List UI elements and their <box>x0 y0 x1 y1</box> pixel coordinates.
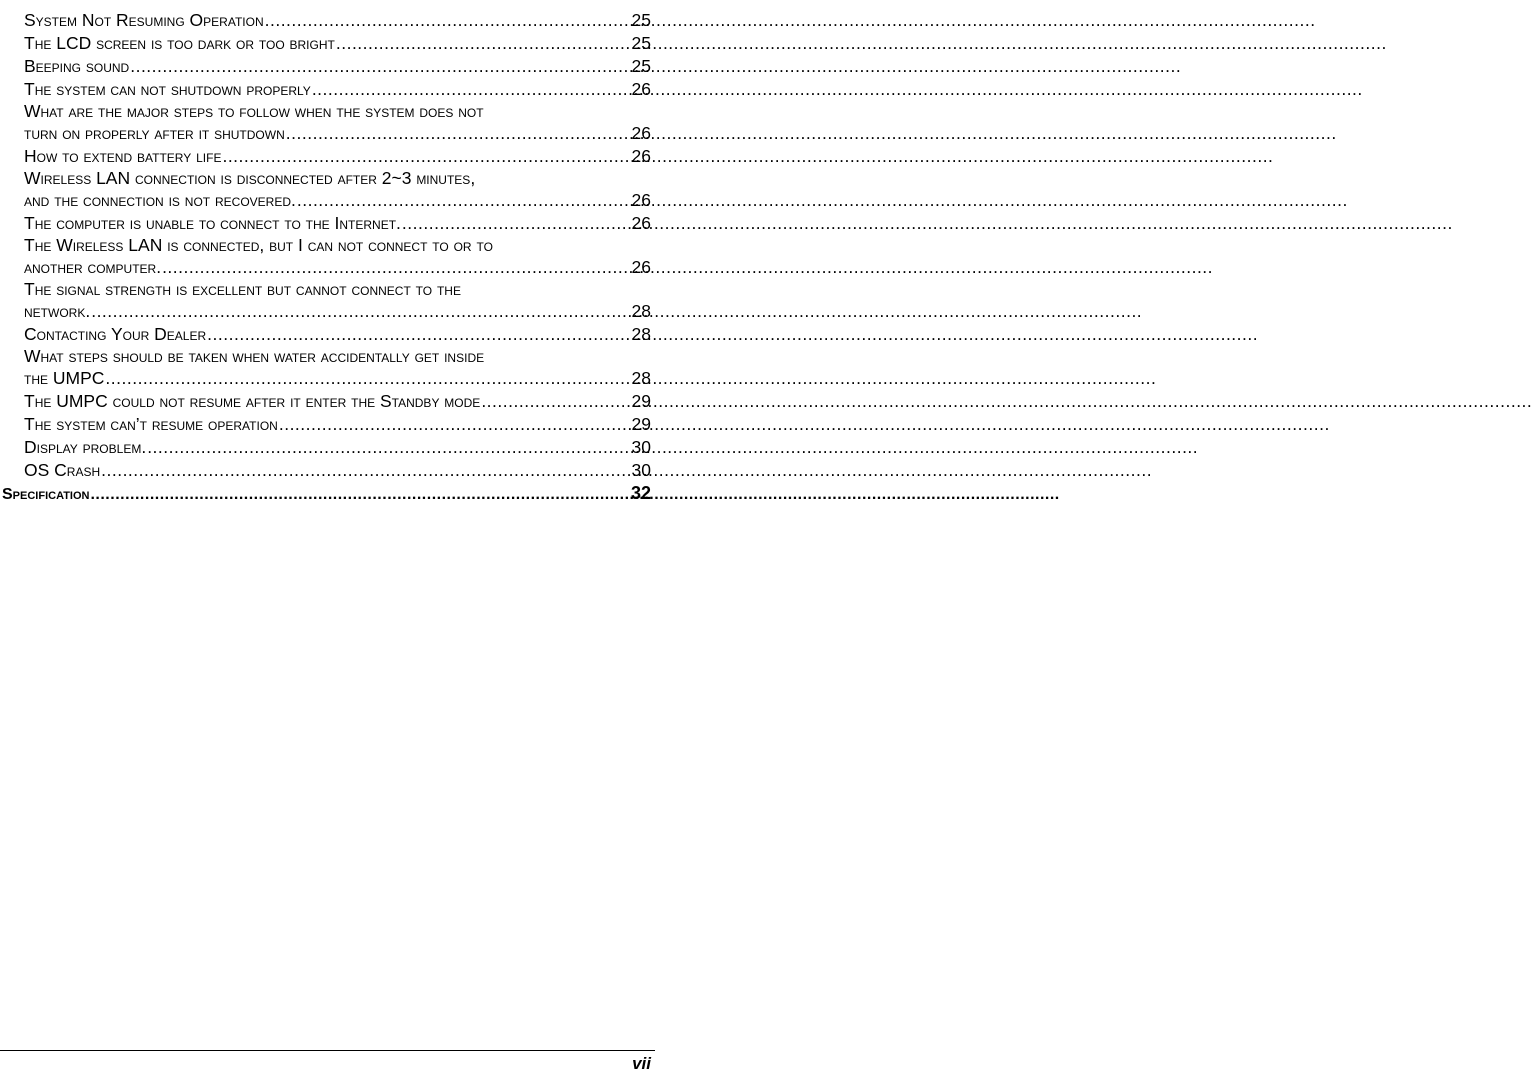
toc-entry[interactable] <box>0 212 655 235</box>
dot-leader <box>335 32 632 55</box>
toc-entry-page: 26 <box>631 123 651 143</box>
toc-entry-page: 30 <box>631 437 651 457</box>
toc-entry[interactable] <box>0 168 655 212</box>
toc-entry-page: 25 <box>631 33 651 53</box>
toc-entry-title: and the connection is not recovered. <box>24 190 296 210</box>
toc-entry-title: How to extend battery life <box>24 146 222 166</box>
toc-entry-page: 26 <box>631 257 651 277</box>
toc-entry[interactable] <box>0 32 655 55</box>
toc-entry[interactable] <box>0 413 655 436</box>
toc-entry[interactable] <box>0 9 655 32</box>
table-of-contents <box>0 9 655 505</box>
toc-entry[interactable] <box>0 279 655 323</box>
toc-entry[interactable] <box>0 235 655 279</box>
dot-leader <box>278 413 632 436</box>
toc-entry-page: 29 <box>631 391 651 411</box>
toc-entry-page: 32 <box>630 483 651 503</box>
toc-entry-title: OS Crash <box>24 460 101 480</box>
toc-entry-page: 25 <box>631 56 651 76</box>
page-footer <box>0 1050 655 1074</box>
toc-entry-page: 29 <box>631 414 651 434</box>
toc-entry-page: 26 <box>631 146 651 166</box>
toc-entry[interactable] <box>0 390 655 413</box>
toc-entry-title: What steps should be taken when water accidentally get inside <box>24 346 485 366</box>
dot-leader <box>480 390 631 413</box>
toc-entry-title: The system can not shutdown properly <box>24 79 311 99</box>
toc-entry-title: The LCD screen is too dark or too bright <box>24 33 335 53</box>
toc-entry-title: network. <box>24 301 91 321</box>
toc-entry-title: The system can’t resume operation <box>24 414 278 434</box>
dot-leader <box>90 300 631 323</box>
toc-entry-page: 25 <box>631 10 651 30</box>
toc-entry-page: 26 <box>631 79 651 99</box>
toc-entry-title: The Wireless LAN is connected, but I can not connect to or to <box>24 235 493 255</box>
dot-leader <box>89 483 631 506</box>
toc-entry-title: The computer is unable to connect to the Internet. <box>24 213 401 233</box>
dot-leader <box>285 122 632 145</box>
toc-entry-title: Display problem. <box>24 437 147 457</box>
dot-leader <box>401 212 632 235</box>
dot-leader <box>161 256 631 279</box>
toc-entry-title: System Not Resuming Operation <box>24 10 264 30</box>
toc-entry-title: Beeping sound <box>24 56 130 76</box>
dot-leader <box>100 459 631 482</box>
dot-leader <box>296 189 632 212</box>
toc-entry-page: 30 <box>631 460 651 480</box>
toc-entry[interactable] <box>0 482 655 505</box>
toc-entry[interactable] <box>0 145 655 168</box>
dot-leader <box>221 145 631 168</box>
toc-entry[interactable] <box>0 55 655 78</box>
dot-leader <box>264 9 632 32</box>
toc-entry-page: 28 <box>631 324 651 344</box>
dot-leader <box>206 323 631 346</box>
toc-entry-title: another computer. <box>24 257 162 277</box>
toc-entry-title: Contacting Your Dealer <box>24 324 207 344</box>
toc-entry-title: The UMPC could not resume after it enter the Standby mode <box>24 391 481 411</box>
toc-entry[interactable] <box>0 78 655 101</box>
toc-entry-title: What are the major steps to follow when the system does not <box>24 101 484 121</box>
toc-entry-title: Specification <box>2 486 90 503</box>
toc-entry-title: Wireless LAN connection is disconnected after 2~3 minutes, <box>24 168 476 188</box>
dot-leader <box>104 367 631 390</box>
page-number: vii <box>632 1054 651 1073</box>
toc-entry-page: 28 <box>631 368 651 388</box>
toc-entry[interactable] <box>0 459 655 482</box>
toc-entry-page: 28 <box>631 301 651 321</box>
toc-entry[interactable] <box>0 323 655 346</box>
toc-entry[interactable] <box>0 346 655 390</box>
toc-entry-page: 26 <box>631 190 651 210</box>
toc-entry-title: turn on properly after it shutdown <box>24 123 285 143</box>
dot-leader <box>146 436 631 459</box>
dot-leader <box>311 78 632 101</box>
toc-entry[interactable] <box>0 101 655 145</box>
toc-entry-title: The signal strength is excellent but cannot connect to the <box>24 279 461 299</box>
toc-entry-page: 26 <box>631 213 651 233</box>
dot-leader <box>129 55 631 78</box>
toc-entry-title: the UMPC <box>24 368 105 388</box>
toc-entry[interactable] <box>0 436 655 459</box>
